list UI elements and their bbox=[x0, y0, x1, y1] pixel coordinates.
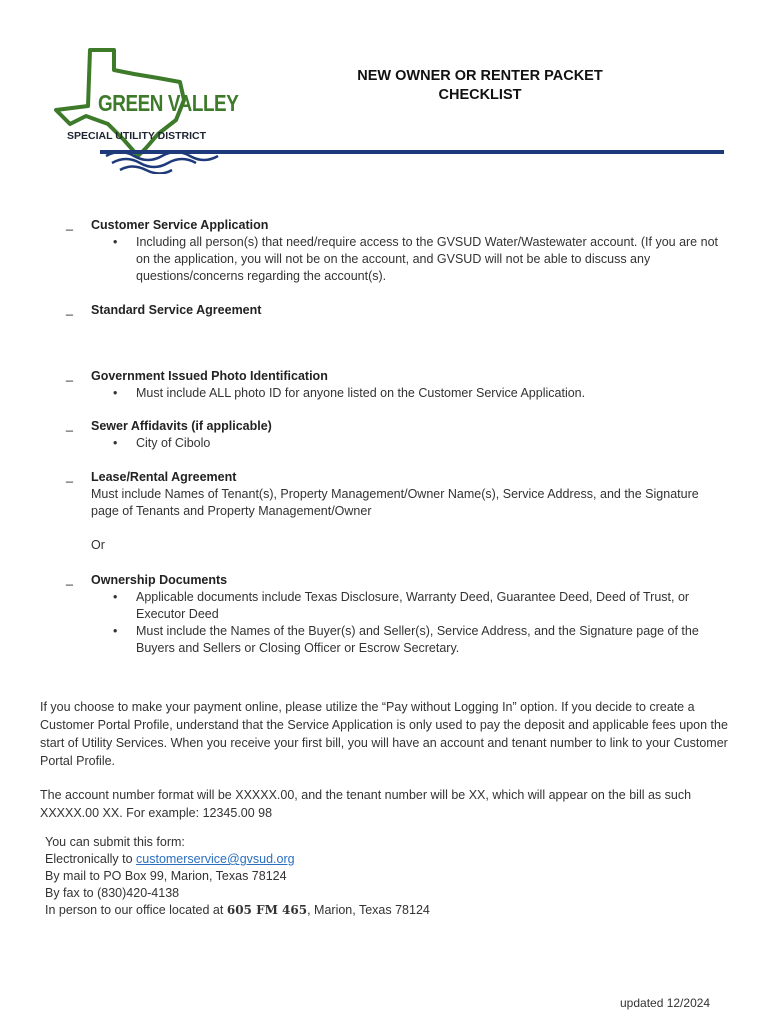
submission-intro: You can submit this form: bbox=[45, 835, 185, 849]
item-description: Must include Names of Tenant(s), Property Management/Owner Name(s), Service Address, and the Signature page of Tenants and Property Management/Owner bbox=[91, 487, 699, 518]
office-street: 605 FM 465 bbox=[226, 903, 308, 917]
checkbox-blank: _ bbox=[66, 217, 73, 231]
title-line-2: CHECKLIST bbox=[438, 87, 522, 103]
electronic-label: Electronically to bbox=[45, 852, 137, 866]
checkbox-blank: _ bbox=[66, 302, 73, 316]
checkbox-blank: _ bbox=[66, 368, 73, 382]
checkbox-blank: _ bbox=[66, 469, 73, 483]
list-item: • Including all person(s) that need/require access to the GVSUD Water/Wastewater account. (If you are not on the application, you will not be on the account, and GVSUD will not be able to discuss any questions/concerns regarding the account(s). bbox=[91, 234, 726, 285]
submit-by-mail: By mail to PO Box 99, Marion, Texas 78124 bbox=[45, 869, 287, 883]
checkbox-blank: _ bbox=[66, 418, 73, 432]
in-person-label: In person to our office located at bbox=[45, 903, 227, 917]
gvsud-logo bbox=[50, 44, 239, 174]
title-line-1: NEW OWNER OR RENTER PACKET bbox=[357, 68, 603, 84]
item-title: Government Issued Photo Identification bbox=[91, 369, 328, 383]
logo-subtitle: SPECIAL UTILITY DISTRICT bbox=[67, 130, 207, 142]
list-item: • City of Cibolo bbox=[91, 435, 726, 452]
list-item: • Must include the Names of the Buyer(s) and Seller(s), Service Address, and the Signature page of the Buyers and Sellers or Closing Officer or Escrow Secretary. bbox=[91, 623, 726, 657]
list-item: • Applicable documents include Texas Disclosure, Warranty Deed, Guarantee Deed, Deed of Trust, or Executor Deed bbox=[91, 589, 726, 623]
page-title bbox=[300, 67, 660, 105]
submission-methods bbox=[45, 834, 645, 919]
payment-paragraph: If you choose to make your payment online, please utilize the “Pay without Logging In” option. If you decide to create a Customer Portal Profile, understand that the Service Application is only used to pay the deposit and applicable fees upon the start of Utility Services. When you receive your first bill, you will have an account and tenant number to link to your Customer Portal Profile. bbox=[40, 700, 728, 768]
submit-in-person bbox=[45, 902, 645, 919]
updated-date: updated 12/2024 bbox=[620, 996, 711, 1010]
item-title: Lease/Rental Agreement bbox=[91, 470, 237, 484]
item-title: Customer Service Application bbox=[91, 218, 269, 232]
list-item: • Must include ALL photo ID for anyone listed on the Customer Service Application. bbox=[91, 385, 726, 402]
or-separator: Or bbox=[91, 538, 105, 552]
logo-name: GREEN VALLEY bbox=[98, 90, 239, 116]
item-title: Ownership Documents bbox=[91, 573, 228, 587]
office-city: , Marion, Texas 78124 bbox=[307, 903, 430, 917]
submit-by-fax: By fax to (830)420-4138 bbox=[45, 886, 180, 900]
email-link[interactable]: customerservice@gvsud.org bbox=[136, 852, 295, 866]
checkbox-blank: _ bbox=[66, 572, 73, 586]
submit-electronically bbox=[45, 851, 645, 868]
header-divider bbox=[100, 150, 724, 154]
account-format-paragraph: The account number format will be XXXXX.00, and the tenant number will be XX, which will appear on the bill as such XXXXX.00 XX. For example: 12345.00 98 bbox=[40, 788, 692, 820]
item-title: Sewer Affidavits (if applicable) bbox=[91, 419, 272, 433]
item-title: Standard Service Agreement bbox=[91, 303, 262, 317]
